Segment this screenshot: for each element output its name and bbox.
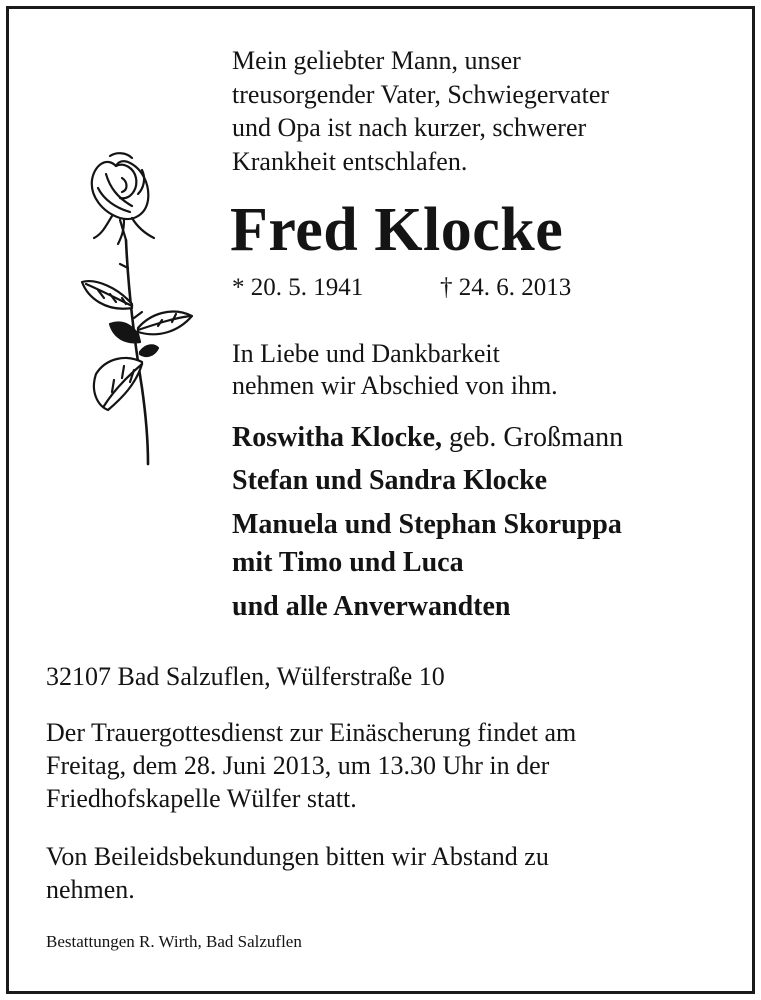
address: 32107 Bad Salzuflen, Wülferstraße 10	[46, 662, 445, 691]
intro-text	[232, 44, 609, 178]
intro-line: Krankheit entschlafen.	[232, 146, 468, 176]
farewell-line: nehmen wir Abschied von ihm.	[232, 371, 558, 400]
condolence-text	[46, 840, 549, 906]
service-line: Freitag, dem 28. Juni 2013, um 13.30 Uhr in der	[46, 751, 550, 780]
condolence-line: Von Beileidsbekundungen bitten wir Abstand zu	[46, 842, 549, 871]
deceased-name: Fred Klocke	[230, 196, 564, 264]
death-date: † 24. 6. 2013	[440, 274, 572, 301]
family-line-wife	[232, 420, 623, 456]
wife-name: Roswitha Klocke,	[232, 422, 442, 453]
condolence-line: nehmen.	[46, 875, 135, 904]
intro-line: treusorgender Vater, Schwiegervater	[232, 79, 610, 109]
birth-date: * 20. 5. 1941	[232, 274, 364, 301]
service-text	[46, 716, 576, 815]
family-line: und alle Anverwandten	[232, 591, 511, 622]
intro-line: Mein geliebter Mann, unser	[232, 46, 521, 75]
wife-maiden-name: geb. Großmann	[449, 422, 624, 453]
undertaker: Bestattungen R. Wirth, Bad Salzuflen	[46, 932, 302, 951]
rose-icon	[76, 148, 202, 466]
family-line: mit Timo und Luca	[232, 547, 464, 578]
service-line: Der Trauergottesdienst zur Einäscherung findet am	[46, 718, 577, 747]
farewell-line: In Liebe und Dankbarkeit	[232, 339, 500, 368]
farewell-text	[232, 338, 558, 402]
family-line: Manuela und Stephan Skoruppa	[232, 509, 622, 540]
intro-line: und Opa ist nach kurzer, schwerer	[232, 113, 587, 142]
family-line: Stefan und Sandra Klocke	[232, 465, 548, 496]
service-line: Friedhofskapelle Wülfer statt.	[46, 784, 357, 813]
